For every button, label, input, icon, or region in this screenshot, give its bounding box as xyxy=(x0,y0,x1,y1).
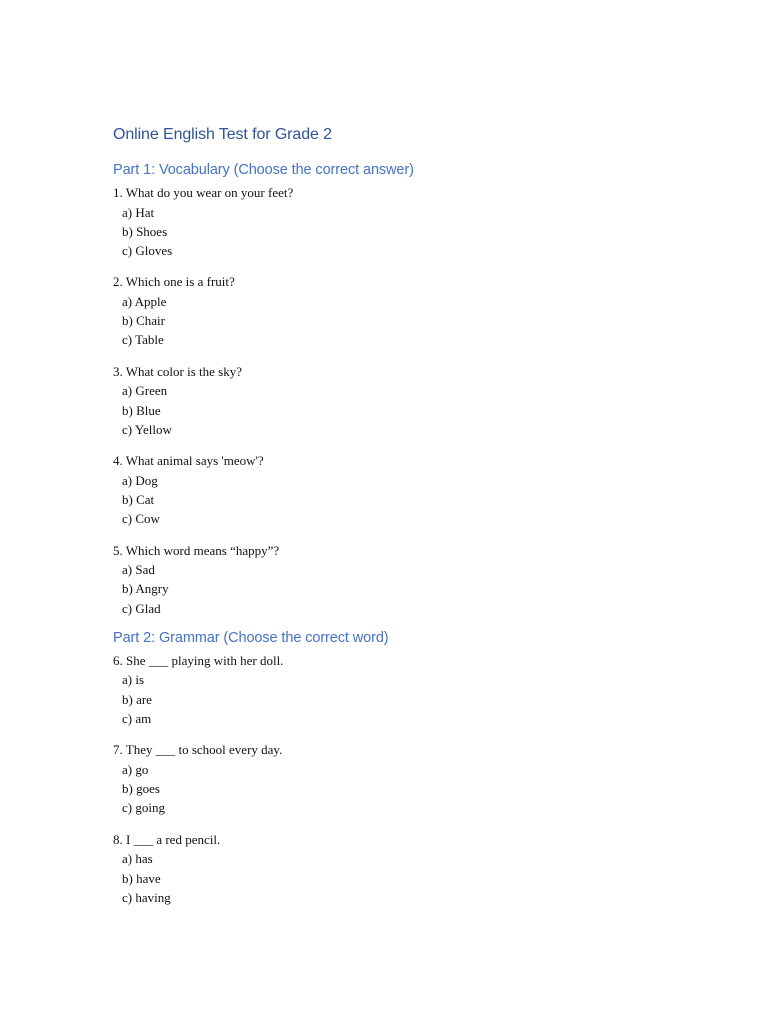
question-text: 8. I ___ a red pencil. xyxy=(113,831,221,847)
answer-option: a) Dog xyxy=(122,472,158,488)
answer-option: a) go xyxy=(122,761,149,777)
answer-option: a) is xyxy=(122,672,145,688)
answer-option: a) Apple xyxy=(122,293,167,309)
answer-option: b) are xyxy=(122,691,152,707)
answer-option: a) Sad xyxy=(122,562,155,578)
question-6 xyxy=(113,651,673,728)
answer-option: c) Gloves xyxy=(122,243,173,259)
answer-option: a) Green xyxy=(122,383,168,399)
answer-option: b) Cat xyxy=(122,491,155,507)
answer-option: c) Yellow xyxy=(122,421,172,437)
question-4 xyxy=(113,451,673,528)
part-heading: Part 2: Grammar (Choose the correct word) xyxy=(113,629,389,646)
answer-option: c) Glad xyxy=(122,600,161,616)
question-2 xyxy=(113,272,673,349)
answer-option: b) have xyxy=(122,870,161,886)
answer-option: b) Shoes xyxy=(122,223,168,239)
answer-option: c) having xyxy=(122,889,171,905)
document-page xyxy=(113,124,673,919)
part-2-section xyxy=(113,628,673,907)
question-text: 2. Which one is a fruit? xyxy=(113,274,235,290)
question-text: 6. She ___ playing with her doll. xyxy=(113,652,284,668)
question-5 xyxy=(113,541,673,618)
question-text: 5. Which word means “happy”? xyxy=(113,542,280,558)
question-text: 4. What animal says 'meow'? xyxy=(113,453,264,469)
answer-option: a) has xyxy=(122,851,153,867)
part-heading: Part 1: Vocabulary (Choose the correct answer) xyxy=(113,162,414,178)
answer-option: b) Angry xyxy=(122,581,169,597)
document-title: Online English Test for Grade 2 xyxy=(113,126,332,143)
answer-option: c) going xyxy=(122,800,165,816)
answer-option: c) am xyxy=(122,711,152,727)
answer-option: c) Table xyxy=(122,332,164,348)
answer-option: a) Hat xyxy=(122,204,155,220)
question-text: 1. What do you wear on your feet? xyxy=(113,185,294,200)
question-8 xyxy=(113,830,673,907)
answer-option: c) Cow xyxy=(122,511,160,527)
answer-option: b) goes xyxy=(122,781,160,797)
answer-option: b) Chair xyxy=(122,313,165,329)
question-3 xyxy=(113,362,673,439)
question-1 xyxy=(113,183,673,260)
question-text: 3. What color is the sky? xyxy=(113,363,243,379)
part-1-section xyxy=(113,160,673,618)
question-text: 7. They ___ to school every day. xyxy=(113,742,283,758)
question-7 xyxy=(113,740,673,817)
answer-option: b) Blue xyxy=(122,402,161,418)
